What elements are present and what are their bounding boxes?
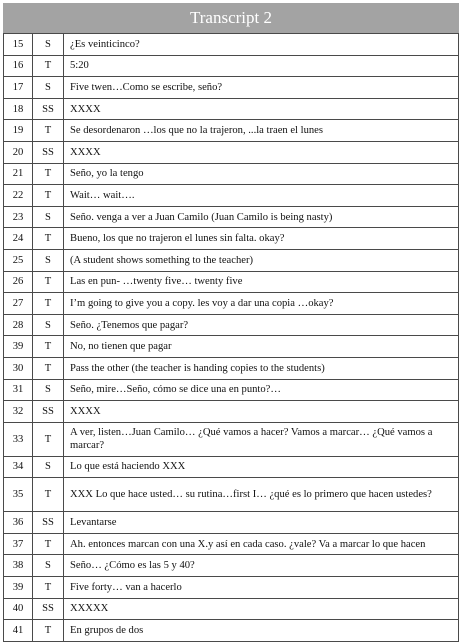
table-row — [4, 271, 459, 293]
table-row — [4, 577, 459, 599]
utterance-text: Five forty… van a hacerlo — [64, 577, 459, 599]
speaker-code: S — [33, 456, 64, 478]
line-number: 23 — [4, 206, 33, 228]
utterance-text: Five twen…Como se escribe, seño? — [64, 77, 459, 99]
speaker-code: T — [33, 533, 64, 555]
speaker-code: S — [33, 555, 64, 577]
utterance-text: XXXXX — [64, 598, 459, 620]
utterance-text: Seño. ¿Tenemos que pagar? — [64, 314, 459, 336]
speaker-code: S — [33, 206, 64, 228]
line-number: 39 — [4, 336, 33, 358]
utterance-text: Seño… ¿Cómo es las 5 y 40? — [64, 555, 459, 577]
speaker-code: T — [33, 422, 64, 456]
speaker-code: SS — [33, 141, 64, 163]
table-row — [4, 34, 459, 56]
line-number: 35 — [4, 478, 33, 512]
transcript-title: Transcript 2 — [3, 3, 459, 33]
table-row — [4, 206, 459, 228]
table-row — [4, 228, 459, 250]
speaker-code: T — [33, 577, 64, 599]
utterance-text: Se desordenaron …los que no la trajeron, ...la traen el lunes — [64, 120, 459, 142]
table-row — [4, 533, 459, 555]
utterance-text: XXX Lo que hace usted… su rutina…first I… ¿qué es lo primero que hacen ustedes? — [64, 478, 459, 512]
speaker-code: S — [33, 314, 64, 336]
speaker-code: T — [33, 293, 64, 315]
line-number: 30 — [4, 357, 33, 379]
table-row — [4, 55, 459, 77]
line-number: 19 — [4, 120, 33, 142]
utterance-text: Las en pun- …twenty five… twenty five — [64, 271, 459, 293]
speaker-code: SS — [33, 98, 64, 120]
line-number: 37 — [4, 533, 33, 555]
utterance-text: En grupos de dos — [64, 620, 459, 642]
transcript-table — [3, 33, 459, 642]
table-row — [4, 185, 459, 207]
utterance-text: Wait… wait…. — [64, 185, 459, 207]
table-row — [4, 555, 459, 577]
line-number: 36 — [4, 512, 33, 534]
speaker-code: T — [33, 336, 64, 358]
speaker-code: S — [33, 34, 64, 56]
speaker-code: SS — [33, 598, 64, 620]
line-number: 27 — [4, 293, 33, 315]
line-number: 21 — [4, 163, 33, 185]
utterance-text: Ah. entonces marcan con una X.y así en cada caso. ¿vale? Va a marcar lo que hacen — [64, 533, 459, 555]
table-row — [4, 120, 459, 142]
line-number: 26 — [4, 271, 33, 293]
table-row — [4, 98, 459, 120]
line-number: 28 — [4, 314, 33, 336]
table-row — [4, 141, 459, 163]
speaker-code: T — [33, 185, 64, 207]
speaker-code: S — [33, 77, 64, 99]
speaker-code: T — [33, 55, 64, 77]
utterance-text: A ver, listen…Juan Camilo… ¿Qué vamos a hacer? Vamos a marcar… ¿Qué vamos a marcar? — [64, 422, 459, 456]
utterance-text: Bueno, los que no trajeron el lunes sin falta. okay? — [64, 228, 459, 250]
table-row — [4, 379, 459, 401]
speaker-code: T — [33, 120, 64, 142]
utterance-text: Seño. venga a ver a Juan Camilo (Juan Camilo is being nasty) — [64, 206, 459, 228]
line-number: 31 — [4, 379, 33, 401]
line-number: 25 — [4, 249, 33, 271]
speaker-code: S — [33, 379, 64, 401]
utterance-text: Seño, yo la tengo — [64, 163, 459, 185]
utterance-text: XXXX — [64, 401, 459, 423]
speaker-code: T — [33, 271, 64, 293]
utterance-text: 5:20 — [64, 55, 459, 77]
table-row — [4, 422, 459, 456]
utterance-text: No, no tienen que pagar — [64, 336, 459, 358]
utterance-text: (A student shows something to the teacher) — [64, 249, 459, 271]
speaker-code: T — [33, 163, 64, 185]
table-row — [4, 456, 459, 478]
utterance-text: Levantarse — [64, 512, 459, 534]
table-row — [4, 163, 459, 185]
table-row — [4, 401, 459, 423]
utterance-text: Pass the other (the teacher is handing copies to the students) — [64, 357, 459, 379]
line-number: 34 — [4, 456, 33, 478]
line-number: 39 — [4, 577, 33, 599]
line-number: 20 — [4, 141, 33, 163]
utterance-text: Lo que está haciendo XXX — [64, 456, 459, 478]
speaker-code: SS — [33, 401, 64, 423]
utterance-text: ¿Es veinticinco? — [64, 34, 459, 56]
table-row — [4, 314, 459, 336]
line-number: 24 — [4, 228, 33, 250]
line-number: 32 — [4, 401, 33, 423]
utterance-text: Seño, mire…Seño, cómo se dice una en punto?… — [64, 379, 459, 401]
table-row — [4, 357, 459, 379]
speaker-code: T — [33, 228, 64, 250]
line-number: 22 — [4, 185, 33, 207]
table-row — [4, 478, 459, 512]
line-number: 41 — [4, 620, 33, 642]
line-number: 40 — [4, 598, 33, 620]
utterance-text: XXXX — [64, 141, 459, 163]
line-number: 16 — [4, 55, 33, 77]
speaker-code: T — [33, 357, 64, 379]
speaker-code: T — [33, 478, 64, 512]
table-row — [4, 620, 459, 642]
table-row — [4, 512, 459, 534]
table-row — [4, 598, 459, 620]
line-number: 38 — [4, 555, 33, 577]
line-number: 15 — [4, 34, 33, 56]
speaker-code: SS — [33, 512, 64, 534]
transcript-rows — [4, 34, 459, 642]
utterance-text: I’m going to give you a copy. les voy a dar una copia …okay? — [64, 293, 459, 315]
line-number: 33 — [4, 422, 33, 456]
speaker-code: T — [33, 620, 64, 642]
speaker-code: S — [33, 249, 64, 271]
line-number: 18 — [4, 98, 33, 120]
table-row — [4, 336, 459, 358]
transcript-panel — [3, 3, 459, 642]
table-row — [4, 77, 459, 99]
line-number: 17 — [4, 77, 33, 99]
table-row — [4, 249, 459, 271]
utterance-text: XXXX — [64, 98, 459, 120]
table-row — [4, 293, 459, 315]
